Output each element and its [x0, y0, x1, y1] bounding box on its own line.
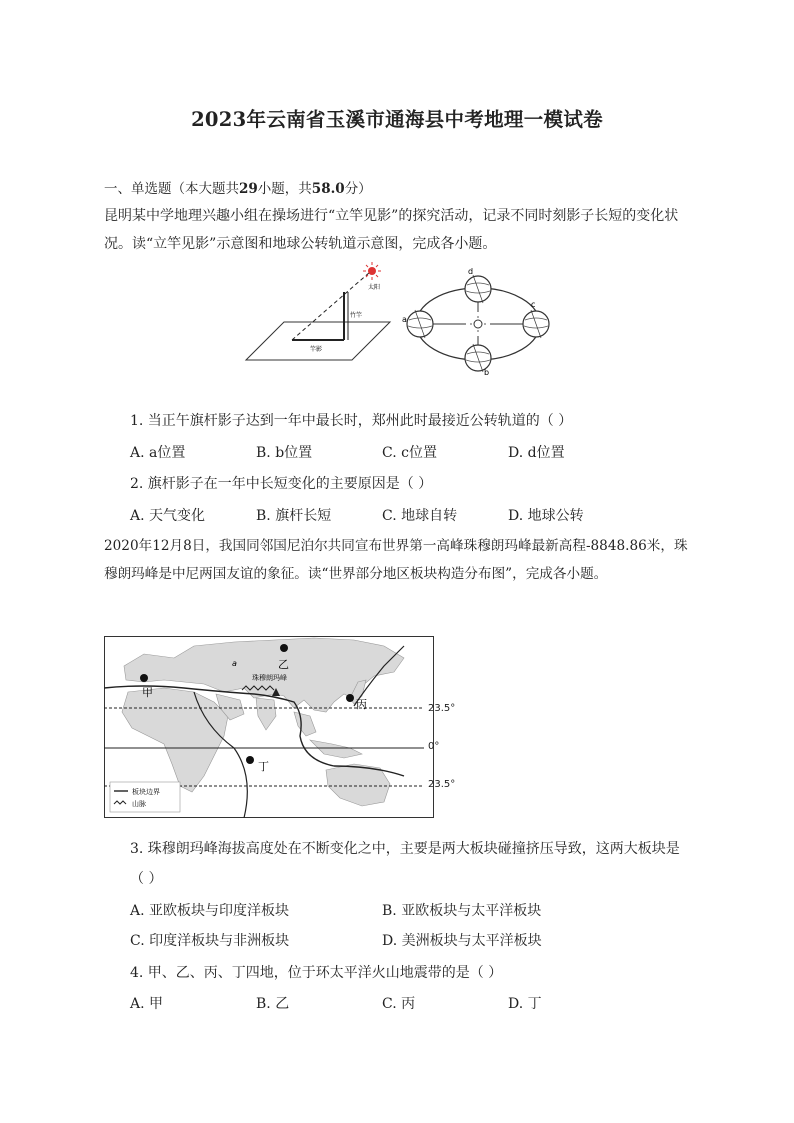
- q4-option-b: B. 乙: [256, 996, 290, 1012]
- plate-map: [104, 636, 434, 818]
- q4-option-d: D. 丁: [508, 996, 542, 1012]
- sun-label: 太阳: [368, 284, 381, 291]
- passage-1-line1: 昆明某中学地理兴趣小组在操场进行“立竿见影”的探究活动，记录不同时刻影子长短的变化状: [104, 208, 679, 224]
- q3-option-d: D. 美洲板块与太平洋板块: [382, 933, 542, 949]
- section-prefix: 一、单选题（本大题共: [104, 181, 239, 197]
- question-2: 2. 旗杆影子在一年中长短变化的主要原因是（ ）: [130, 476, 433, 492]
- shadow-label: 竿影: [310, 346, 323, 353]
- q3-option-c: C. 印度洋板块与非洲板块: [130, 933, 290, 949]
- passage-2-line1: 2020年12月8日，我国同邻国尼泊尔共同宣布世界第一高峰珠穆朗玛峰最新高程-8848.86米，珠: [104, 538, 688, 554]
- pole-label: 竹竿: [350, 312, 363, 319]
- page-title: 2023年云南省玉溪市通海县中考地理一模试卷: [191, 108, 603, 131]
- section-count: 29: [239, 181, 258, 197]
- sun-icon: [363, 262, 381, 280]
- lat-label-south: 23.5°: [428, 779, 456, 790]
- section-heading: [104, 177, 372, 197]
- q4-option-a: A. 甲: [130, 996, 164, 1012]
- sun-ray: [292, 272, 370, 340]
- pos-c: c: [531, 300, 536, 309]
- question-1: 1. 当正午旗杆影子达到一年中最长时，郑州此时最接近公转轨道的（ ）: [130, 413, 573, 429]
- lat-label-north: 23.5°: [428, 703, 456, 714]
- pos-b: b: [484, 368, 490, 377]
- passage-2-line2: 穆朗玛峰是中尼两国友谊的象征。读“世界部分地区板块构造分布图”，完成各小题。: [104, 566, 608, 582]
- point-ding: [246, 756, 254, 764]
- passage-1-line2: 况。读“立竿见影”示意图和地球公转轨道示意图，完成各小题。: [104, 236, 497, 252]
- passage-2: [104, 532, 724, 588]
- point-jia: [140, 674, 148, 682]
- figure-pole-and-orbit: [240, 262, 560, 377]
- point-yi: [280, 644, 288, 652]
- q1-option-c: C. c位置: [382, 445, 437, 461]
- earth-a: [407, 310, 433, 338]
- q4-option-c: C. 丙: [382, 996, 416, 1012]
- q1-option-a: A. a位置: [130, 445, 186, 461]
- question-4: 4. 甲、乙、丙、丁四地，位于环太平洋火山地震带的是（ ）: [130, 965, 503, 981]
- earth-d: [465, 275, 491, 303]
- orbit-sun-icon: [470, 316, 486, 332]
- pos-d: d: [468, 267, 474, 276]
- q2-option-c: C. 地球自转: [382, 508, 458, 524]
- section-score: 58.0: [311, 181, 345, 197]
- passage-1: [104, 202, 704, 258]
- legend-boundary: 板块边界: [132, 788, 160, 796]
- peak-label: 珠穆朗玛峰: [252, 674, 287, 682]
- point-bing: [346, 694, 354, 702]
- pos-a: a: [402, 315, 407, 324]
- q2-option-a: A. 天气变化: [130, 508, 206, 524]
- q2-option-d: D. 地球公转: [508, 508, 584, 524]
- label-ding: 丁: [258, 760, 269, 773]
- q3-option-b: B. 亚欧板块与太平洋板块: [382, 903, 542, 919]
- label-bing: 丙: [356, 698, 367, 711]
- legend-mountain: 山脉: [132, 800, 146, 808]
- section-suffix: 分）: [344, 181, 372, 197]
- question-3-blank: （ ）: [130, 871, 163, 887]
- label-yi: 乙: [278, 658, 289, 671]
- q3-option-a: A. 亚欧板块与印度洋板块: [130, 903, 290, 919]
- q2-option-b: B. 旗杆长短: [256, 508, 332, 524]
- lat-label-equator: 0°: [428, 741, 440, 752]
- q1-option-d: D. d位置: [508, 445, 565, 461]
- earth-c: [523, 310, 549, 338]
- letter-a: a: [232, 659, 237, 668]
- label-jia: 甲: [142, 686, 153, 699]
- question-3: 3. 珠穆朗玛峰海拔高度处在不断变化之中，主要是两大板块碰撞挤压导致，这两大板块是: [130, 841, 680, 857]
- section-middle: 小题，共: [257, 181, 312, 197]
- q1-option-b: B. b位置: [256, 445, 313, 461]
